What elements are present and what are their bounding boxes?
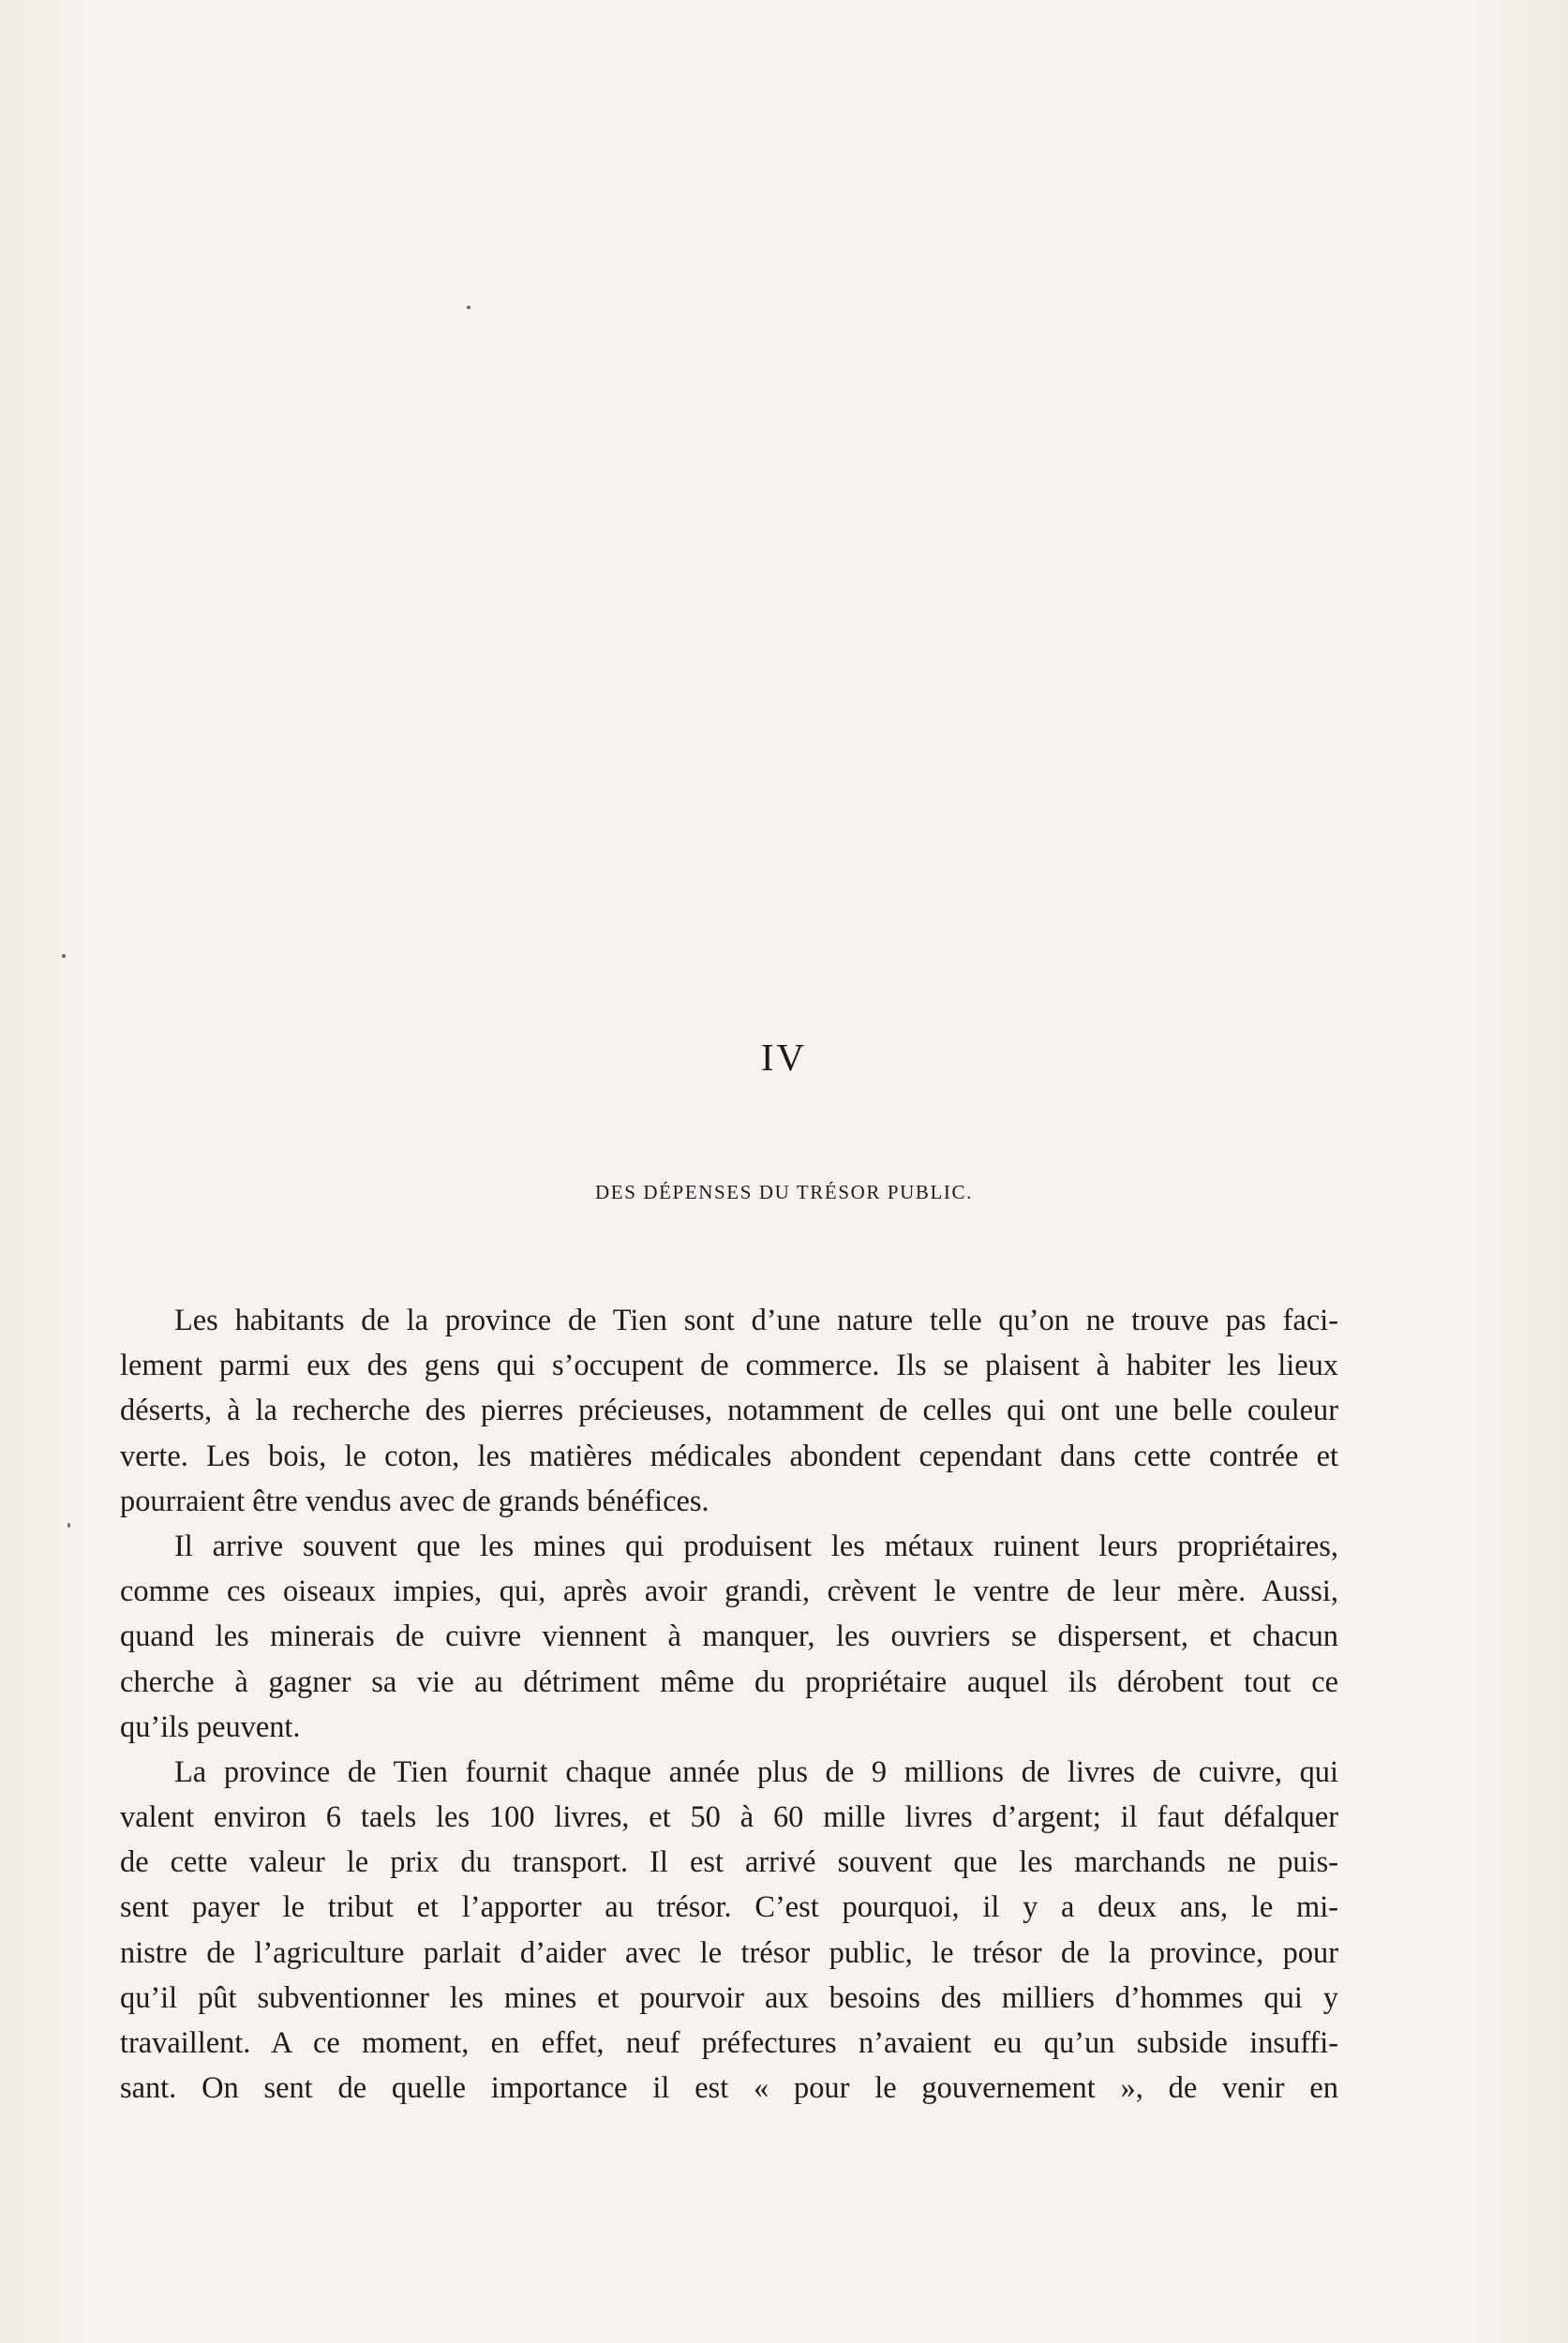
text-line: travaillent. A ce moment, en effet, neuf préfectures n’avaient eu qu’un subside insuffi- (120, 2026, 1338, 2060)
text-line: valent environ 6 taels les 100 livres, et 50 à 60 mille livres d’argent; il faut défalquer (120, 1800, 1338, 1835)
text-line: qu’il pût subventionner les mines et pourvoir aux besoins des milliers d’hommes qui y (120, 1980, 1338, 2015)
chapter-number: IV (760, 1036, 808, 1079)
text-line: pourraient être vendus avec de grands bénéfices. (120, 1484, 709, 1518)
paper-speck (467, 306, 470, 309)
text-line: de cette valeur le prix du transport. Il est arrivé souvent que les marchands ne puis- (120, 1845, 1338, 1880)
text-line: sent payer le tribut et l’apporter au trésor. C’est pourquoi, il y a deux ans, le mi- (120, 1890, 1338, 1925)
text-line: lement parmi eux des gens qui s’occupent de commerce. Ils se plaisent à habiter les lieux (120, 1349, 1338, 1383)
text-line: quand les minerais de cuivre viennent à manquer, les ouvriers se dispersent, et chacun (120, 1619, 1338, 1654)
text-line: comme ces oiseaux impies, qui, après avoir grandi, crèvent le ventre de leur mère. Aussi, (120, 1574, 1338, 1609)
paragraph-1 (120, 1298, 1338, 1524)
text-line: Les habitants de la province de Tien sont d’une nature telle qu’on ne trouve pas faci- (174, 1304, 1338, 1337)
text-line: qu’ils peuvent. (120, 1709, 301, 1744)
paper-speck (62, 954, 66, 958)
text-line: cherche à gagner sa vie au détriment même du propriétaire auquel ils dérobent tout ce (120, 1664, 1338, 1699)
paragraph-2 (120, 1524, 1338, 1750)
text-line: verte. Les bois, le coton, les matières médicales abondent cependant dans cette contrée et (120, 1439, 1338, 1473)
text-line: nistre de l’agriculture parlait d’aider avec le trésor public, le trésor de la province, pour (120, 1935, 1338, 1970)
text-line: sant. On sent de quelle importance il est « pour le gouvernement », de venir en (120, 2071, 1338, 2106)
chapter-title: DES DÉPENSES DU TRÉSOR PUBLIC. (595, 1181, 973, 1203)
body-text (120, 1298, 1338, 2111)
text-line: déserts, à la recherche des pierres précieuses, notamment de celles qui ont une belle couleur (120, 1394, 1338, 1428)
paragraph-3 (120, 1750, 1338, 2112)
text-line: La province de Tien fournit chaque année plus de 9 millions de livres de cuivre, qui (174, 1754, 1338, 1789)
paper-speck (67, 1523, 70, 1528)
text-line: Il arrive souvent que les mines qui produisent les métaux ruinent leurs propriétaires, (174, 1529, 1338, 1563)
